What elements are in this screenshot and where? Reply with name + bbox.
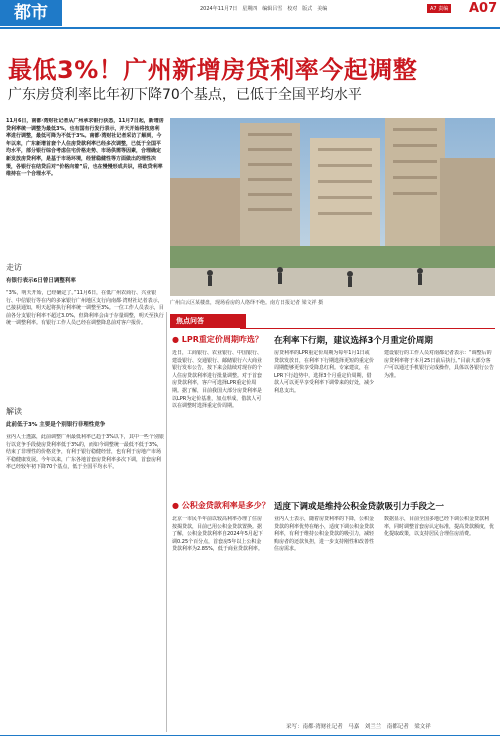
section-label: 都市 [0,0,62,26]
column-divider [166,312,167,732]
explain-label: 解读 [6,407,22,416]
q1-col2-title: 在利率下行期，建议选择3个月重定价周期 [274,336,433,346]
q1-body: 近日，工商银行、农业银行、中国银行、建设银行、交通银行、邮储银行六大商业银行发布公告，按下来会陆续对现存的个人住房贷款利率进行批量调整。对于首套房贷款利率，客户可选择LPR重定价周期。据了解，目前我国大部分房贷利率是以LPR为定价基准，加点形成，借款人可以在调整时选择重定价周期。 [172,350,263,410]
footer-rule [0,735,500,751]
explain-heading: 此前低于3% 主要是个别银行非理性竞争 [6,422,106,428]
q1-col2-body: 房贷利率的LPR重定价周期为每年1月1日或贷款发放日，在利率下行期选择更短的重定价周期能够更快享受降息红利。专家建议，在LPR下行趋势中，选择3个月重定价周期，借款人可以更早享受利率下调带来的好处，减少利息支出。 [274,350,374,394]
walk-label: 走访 [6,263,22,272]
page-number: A07 [469,1,498,16]
byline: 采写：南都·湾财社记者 马嘉 刘兰兰 南都记者 梁文祥 [286,724,431,730]
walk-body: “3%，明天开始，已经确定了。”11月6日，在低广州农商行、兴业银行、中信银行等在内的多家银行广州地区支行向南都·湾财社记者表示，已接获通知，明天起将执行利率统一调整至3%。一位工作人员表示，目前各分支银行利率不超过3.0%，但降利率会由于存量调整，明天至执行统一调整利率。有银行工作人员已经在调整降息前对客户报价。 [6,290,164,327]
q1-title-text: LPR重定价周期咋选？ [181,335,263,344]
q2-title: ● 公积金贷款利率是多少？ [172,501,270,510]
building-photo [170,118,495,296]
header-rule [0,27,500,29]
q2-col2-title: 适度下调或是维持公积金贷款吸引力手段之一 [274,502,445,512]
date-line: 2024年11月7日 星期四 编辑吕雪 校对 版式 美编 [200,6,328,12]
q2-col2-body: 业内人士表示，随着房贷利率的下降，公积金贷款的利率优势在缩小，适度下调公积金贷款利率，有利于维持公积金贷款的吸引力，减轻购房者的还款负担，进一步支持刚性和改善性住房需求。 [274,516,374,553]
photo-caption: 广州白云区某楼盘，现场看房的人络绎不绝。南方日报记者 梁文祥 摄 [170,300,324,306]
walk-heading: 有银行表示6日曾日调整利率 [6,278,76,284]
focus-rule [240,328,495,329]
main-headline: 最低3%！广州新增房贷利率今起调整 [8,56,418,84]
q1-title: ● LPR重定价周期咋选？ [172,335,263,344]
q2-col3-body: 数据显示，目前全国多地已经下调公积金贷款利率，同时调整首套房认定标准，提高贷款额度，优化提取政策，以支持居民合理住房消费。 [384,516,494,538]
explain-body: 业内人士透露，此前调整广州最低利率已趋于3%以下，其中一些个别银行以竞争手段使房贷利率低于3%的，而如今调整统一最低不低于3%，结束了非理性的价格竞争，有利于银行稳健经营，也有利于房地产市场平稳健康发展。今年以来，广东各地首套房贷利率多次下调，首套房利率已经较年初下降70个基点，低于全国平均水平。 [6,434,164,471]
q1-col3-body: 建设银行的工作人员对南都记者表示：“调整后的房贷利率将于本月25日前后执行。”目前大部分客户可以通过手机银行完成操作，具体以各银行公告为准。 [384,350,494,379]
focus-bar: 焦点问答 [170,314,246,328]
q2-body: 北京一市民半年前以较高利率办理了住房按揭贷款，目前已用公积金贷款置换。据了解，公积金贷款利率自2024年5月起下调0.25个百分点，首套房5年以上公积金贷款利率为2.85%，低于商业贷款利率。 [172,516,263,553]
editor-badge: A7 责编 [427,4,451,13]
q2-title-text: 公积金贷款利率是多少？ [181,501,270,510]
sub-headline: 广东房贷利率比年初下降70个基点，已低于全国平均水平 [8,87,362,103]
lede-paragraph: 11月6日，南都·湾财社记者从广州承求银行获悉，11月7日起，新增房贷利率统一调整为最低3%，也有国有行发行表示，并天开始将按房利率进行调整，最低可降为不低于3%。南都·湾财社记者采访了解到，今年以来，广东新增首套个人住房贷款利率已经多次调整，已低于全国平均水平，部分银行综合考虑住宅价格走势、市场供需等因素，合理确定新发放房贷利率，是基于市场环境，经营稳健性等方面做出的理性决策，各银行在结贷后对“价格向着”后，也在慢慢形成共识，将政贷利率维持在一个合理水平。 [6,118,164,178]
